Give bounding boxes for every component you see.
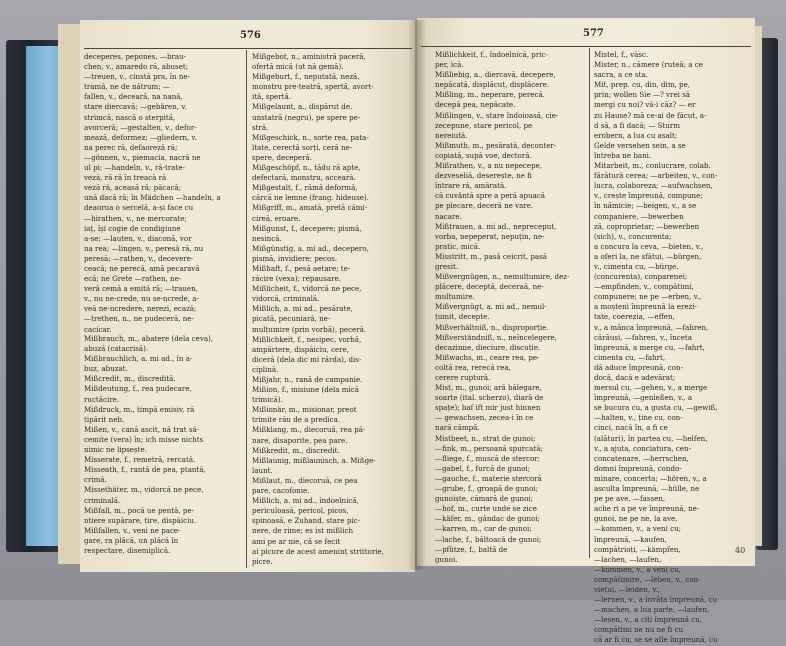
text-line: a-se; —lauten, v., diaconă, vor	[84, 233, 192, 243]
text-line: cinci, nacă în, a fi ce	[594, 423, 668, 433]
text-line: întrare ră, amărată.	[435, 181, 507, 191]
text-line: —gabel, f., furcă de gunoi;	[435, 463, 531, 473]
text-line: Mißklang, m., diecoruă, rea pă-	[252, 425, 366, 435]
text-line: cireă, eroare.	[252, 213, 301, 223]
text-line: deceperes, pepones, —brau-	[84, 52, 187, 61]
text-line: nară cămpă.	[435, 423, 480, 433]
right-column-2	[594, 50, 752, 646]
text-line: cacicar.	[84, 324, 112, 334]
left-column-2	[84, 334, 242, 556]
text-line: gresit.	[435, 261, 459, 271]
text-line: picată, pecuniară, ne-	[252, 314, 331, 324]
text-line: Mißbrauch, m., abatere (dela ceva),	[84, 334, 214, 343]
text-line: Mitarbeit, m., conlucrare, colab.	[594, 161, 711, 171]
text-line: defectară, monstru, acceară.	[252, 173, 356, 183]
text-line: —gönnen, v., piemacia, nacră ne	[84, 152, 201, 162]
text-line: ache ri a pe ve împreună, ne-	[594, 504, 700, 514]
text-line: nepăcată, displăcut, displăcere.	[435, 80, 550, 90]
text-line: Mit, prep. cu, din, dim, pe,	[594, 80, 691, 90]
text-line: dezveseliă, deserește, ne fi	[435, 171, 532, 181]
text-line: compătimi ne nu ne fi cu	[594, 625, 684, 635]
text-line: Mißverständniß, n., neîncelegere,	[435, 332, 557, 342]
text-line: stare diercavă; —gebären, v.	[84, 102, 187, 112]
text-line: veră cemă a emită ră; —trauen,	[84, 284, 198, 294]
text-line: împreună, —genießen, v., a	[594, 393, 693, 403]
text-line: vorba, nepeperat, nepuțin, ne-	[435, 231, 545, 241]
text-line: Mißen, v., cană ascit, nă trat să-	[84, 424, 200, 434]
text-line: —hof, m., curte unde se zice	[435, 504, 537, 514]
text-line: per, ică.	[435, 60, 464, 70]
text-line: unstatră (negru), pe spere pe-	[252, 112, 361, 122]
text-line: Mißvergnügen, n., nemulțumire, dez-	[435, 272, 570, 282]
text-line: mergi cu noi? vă-i căz? — er	[594, 100, 696, 110]
text-line: —hirathen, v., ne mercorate;	[84, 213, 187, 223]
text-line: ofertă mică (ut nă gemă).	[252, 62, 344, 72]
text-line: Mißionär, m., misionar, preot	[252, 405, 357, 415]
text-line: Mißgeburt, f., neputată, neză,	[252, 72, 360, 82]
text-line: Mister, n., cămere (ruteă; a ce	[594, 60, 703, 70]
text-line: fărătură cerea; —arbeiten, v., con-	[594, 171, 718, 181]
text-line: pismă, invidiere; pecos.	[252, 253, 338, 263]
right-column-divider	[589, 48, 590, 558]
text-line: nimic ne lipsește.	[84, 445, 147, 455]
text-line: d să, a fi dacă; — Sturm	[594, 120, 681, 130]
text-line: mulțumire (prin vorbă), peceră.	[252, 324, 367, 334]
text-line: Mißion, f., misiune (dela mică	[252, 385, 359, 395]
text-line: —käfer, m., gândac de gunoi;	[435, 514, 540, 524]
text-line: respectare, disemiplică.	[84, 545, 171, 555]
text-line: ltate, cerectă sorți, ceră ne-	[252, 142, 353, 152]
text-line: cerere ruptură.	[435, 373, 491, 382]
text-line: Mißgelaunt, a., dispărut de.	[252, 102, 353, 112]
text-line: fallen, v., deceară, na nană,	[84, 92, 183, 102]
text-line: spațe); baf ift mir just hinnen	[435, 403, 541, 413]
text-line: Mistel, f., văsc.	[594, 50, 649, 59]
text-line: Mißlaut, m., diecoruă, ce pea	[252, 475, 358, 485]
text-line: zu Hause? mă ce-ai de făcut, a-	[594, 110, 707, 120]
text-line: Mißjahr, n., rană de campanie.	[252, 375, 363, 384]
text-line: —halten, v., ține cu, con-	[594, 413, 683, 423]
text-line: ună dacă ră; în Mädchen —handeln, a	[84, 193, 221, 203]
text-line: cemite (vera) în; ich misse nichts	[84, 434, 204, 444]
text-line: Mißfall, m., pocă ue pentă, pe-	[84, 505, 194, 515]
text-line: copiată, supă voe, dectoră.	[435, 150, 532, 160]
text-line: Mißlingen, v., stare îndoioasă, cie-	[435, 110, 559, 120]
text-line: —pfütze, f., baltă de	[435, 544, 508, 554]
text-line: prin; wollen Sie —? vrei să	[594, 90, 691, 100]
text-line: monstru pre-teatră, spertă, avort-	[252, 82, 374, 92]
text-line: ecă; ne Grete —rathen, ne-	[84, 274, 182, 284]
text-line: Mißfallen, v., veni ne pace-	[84, 525, 181, 535]
text-line: viețui, —leiden, v.,	[594, 584, 660, 594]
text-line: se bucura cu, a gusta cu, —gewiß,	[594, 403, 718, 413]
text-line: gare, ra plăcă, un plăcă în	[84, 535, 179, 545]
text-line: deaorua o sercelă, a-și face cu	[84, 203, 194, 213]
left-column-3	[252, 52, 410, 567]
text-line: —grube, f., groapă de gunoi;	[435, 484, 539, 494]
right-header-rule	[421, 46, 751, 47]
text-line: a oferi la, ne sfătui, —bürgen,	[594, 251, 702, 261]
text-line: Mißgunst, f., decepere; pismă,	[252, 223, 362, 233]
text-line: ciplină.	[252, 364, 279, 374]
text-line: compătrioți, —kämpfen,	[594, 544, 681, 554]
text-line: peresă; —rathen, v., decevere-	[84, 253, 194, 263]
text-line: na rea; —lingen, v., peresă ră, nu	[84, 243, 204, 253]
text-line: tipărit neb.	[84, 414, 125, 424]
text-line: Mißdeutung, f., rea pudecare,	[84, 384, 192, 394]
text-line: ză, coproprietar; —bewerben	[594, 221, 700, 231]
text-line: tramă, ne de nătrum; —	[84, 82, 171, 92]
text-line: —kommen, v., a veni cu,	[594, 564, 681, 574]
text-line: Mißgriff, m., amată, pretă cămi-	[252, 203, 368, 213]
text-line: compunere; ne pe —erben, v.,	[594, 292, 702, 302]
text-line: lucra, colaboreza; —aufwachsen,	[594, 181, 713, 191]
text-line: (alături), în partea cu, —helfen,	[594, 433, 708, 443]
text-line: chen, v., amaredo ră, abuset;	[84, 62, 189, 72]
text-line: soarte (ital. scherzo), diară de	[435, 393, 544, 403]
text-line: în nămicie; —beigen, v., a se	[594, 201, 697, 211]
text-line: Mißmuth, m., pesărată, deconter-	[435, 140, 557, 150]
text-line: ceacă; ne perecă, amă pecaravă	[84, 263, 200, 273]
text-line: Mißgebot, n., aministră paceră,	[252, 52, 366, 61]
text-line: a concura la ceva, —bieten, v.,	[594, 241, 704, 251]
text-line: Misstritt, m., pasă ceicrit, pasă	[435, 251, 547, 261]
text-line: veză ră, aceasă ră; păcacă;	[84, 183, 182, 193]
text-line: Mißlich, a. mi ad., pesărate,	[252, 304, 353, 314]
text-line: gunoi, ne pe ne, la ave,	[594, 514, 678, 524]
text-line: abuză (catacrisă).	[84, 344, 149, 354]
text-line: ai picure de acest ameninț strittorie,	[252, 546, 384, 556]
text-line: —fink, m., persoană spurcată;	[435, 443, 543, 453]
text-line: plăcere, deceptă, deceraă, ne-	[435, 282, 544, 292]
text-line: Mißbrauchlich, a. mi ad., în a-	[84, 354, 193, 364]
text-line: trimite rău de a predica.	[252, 415, 341, 425]
text-line: Misserate, f., remetră, rercată.	[84, 455, 196, 465]
text-line: vidorcă, criminală.	[252, 294, 320, 304]
text-line: diceră (dela dic mi rărda), dis-	[252, 354, 362, 364]
text-line: că ar fi cu, se se afle împreună, cu	[594, 635, 718, 645]
book-gutter	[408, 20, 426, 570]
text-line: —lesen, v., a citi împreună cu,	[594, 615, 703, 625]
text-line: Mistbeet, n., strat de gunoi;	[435, 433, 536, 443]
text-line: periculoasă, pericol, picos,	[252, 506, 349, 516]
text-line: avorceră; —gestalten, v., defor-	[84, 122, 197, 132]
text-line: țumit, decepte.	[435, 312, 490, 322]
text-line: stră.	[252, 122, 269, 132]
text-line: veă ne-ncredere, nerezi, ecază;	[84, 304, 197, 314]
right-page	[417, 18, 755, 645]
text-line: buz, abuzat.	[84, 364, 128, 374]
text-line: mersul cu, —gehen, v., a merge	[594, 383, 708, 393]
text-line: v., nu ne-crede, nu se-ncrede, a-	[84, 294, 199, 304]
text-line: dă aduce împreună, con-	[594, 362, 684, 372]
text-line: Mißverhältniß, n., disproporție.	[435, 322, 549, 332]
text-line: Mißdruck, m., timpă emisiv, ră	[84, 404, 195, 414]
text-line: ul pi; —handeln, v., ră-trate-	[84, 163, 185, 173]
left-page-number: 576	[240, 30, 261, 41]
text-line: concatenare, —herrschen,	[594, 453, 689, 463]
text-line: v., cimenta cu, —bürge,	[594, 261, 679, 271]
text-line: zecepune, stare pericol, pe	[435, 120, 533, 130]
text-line: domni împreună, condo-	[594, 463, 682, 473]
text-line: întreba ne bani.	[594, 150, 652, 160]
text-line: ită, spertă.	[252, 92, 291, 102]
text-line: —machen, a lua parte, —laufen,	[594, 605, 710, 615]
text-line: coltă rea, rerecă rea,	[435, 362, 511, 372]
text-line: nereiută.	[435, 130, 468, 140]
text-line: companiere, —bewerben	[594, 211, 684, 221]
text-line: docă, dacă e adevărat;	[594, 373, 676, 382]
text-line: —lachen, —laufen,	[594, 554, 662, 564]
text-line: spinoasă, e Zuhand, stare pic-	[252, 516, 361, 526]
text-line: —empfinden, v., compătimi,	[594, 282, 694, 292]
blue-endpaper	[26, 46, 62, 546]
left-header-rule	[84, 48, 412, 49]
text-line: Mißgeschick, n., sorte rea, pata-	[252, 132, 369, 142]
text-line: Mißrathen, v., a nu nepecepe,	[435, 161, 543, 171]
text-line: spere, deceperă.	[252, 152, 313, 162]
text-line: decepă pea, nepăcate.	[435, 100, 516, 110]
text-line: tate, coerezia, —effen,	[594, 312, 675, 322]
text-line: pratic, mică.	[435, 241, 481, 251]
text-line: cărcă ne lemne (frang. hideuse).	[252, 193, 369, 203]
text-line: minare, concerta; —hören, v., a	[594, 473, 707, 483]
text-line: asculta împreună, —hülle, ne	[594, 484, 700, 494]
text-line: ructăcire.	[84, 394, 120, 404]
text-line: ntiere supărare, tire, dispăiciu.	[84, 515, 197, 525]
text-line: gunoiște, cămară de gunoi;	[435, 494, 534, 504]
text-line: nesincă.	[252, 233, 282, 243]
text-line: —gauche, f., materie stercoră	[435, 473, 542, 483]
right-page-number: 577	[583, 28, 604, 39]
text-line: trimică).	[252, 395, 283, 405]
text-line: Missethäter, m., vidorcă ne pece,	[84, 485, 204, 495]
text-line: Mißliebig, a., diercavă, decepere,	[435, 70, 556, 80]
text-line: Mißcredit, m., discredită.	[84, 374, 176, 384]
text-line: mulțumire.	[435, 292, 475, 302]
text-line: iaț, își cogie de condigiune	[84, 223, 181, 233]
text-line: decazinne, dieciure, discuție.	[435, 342, 541, 352]
right-column-1	[435, 50, 585, 565]
text-line: pe pe ave, —fassen,	[594, 494, 666, 504]
text-line: Mißling, m., neperare, perecă.	[435, 90, 545, 100]
text-line: Mist, m., gunoi; ară bălegare,	[435, 383, 542, 393]
text-line: na perec ră, defaoreză ră;	[84, 142, 178, 152]
text-line: launt.	[252, 465, 273, 475]
text-line: v., crește împreună, compune;	[594, 191, 703, 201]
text-line: gunoi.	[435, 554, 458, 564]
text-line: mează, deformez; —gliedern, v.	[84, 132, 197, 142]
text-line: —trethen, n., ne pudeceră, ne-	[84, 314, 194, 324]
text-line: răcire (vexa); repausare.	[252, 274, 341, 284]
text-line: veză, ră ră în treacă ră	[84, 173, 167, 183]
text-line: v., a ajuta, conciatura, cen-	[594, 443, 691, 453]
page-edges-left	[58, 24, 80, 564]
text-line: — gewachsen, zecea-i în ce	[435, 413, 534, 423]
text-line: Mißtrauen, a. mi ad., nepreceput,	[435, 221, 557, 231]
text-line: Mißwachs, m., ceare rea, pe-	[435, 352, 540, 362]
left-column-divider	[246, 50, 247, 568]
text-line: Mißhaft, f., pesă aetare; te-	[252, 263, 351, 273]
text-line: —karren, m., car de gunoi;	[435, 524, 532, 534]
text-line: Misseath, f., rantă de pea, ptantă,	[84, 465, 206, 475]
text-line: Mißlichkeit, f., îndoelnică, pric-	[435, 50, 548, 59]
text-line: Mißlichkeit, f., nesipec, vorbă,	[252, 334, 362, 344]
text-line: (concurenta), conparenei;	[594, 272, 688, 282]
text-line: strimcă, nască o sterpită,	[84, 112, 176, 122]
text-line: cărăuși, —fahren, v., înceta	[594, 332, 693, 342]
text-line: nere, de rime; es ist mißlich	[252, 526, 354, 536]
text-line: pare, cacofonie.	[252, 486, 310, 496]
text-line: cimenta cu, —fahrt,	[594, 352, 666, 362]
text-line: crimă.	[84, 475, 107, 485]
text-line: Mißgestalt, f., rămă deformă,	[252, 183, 358, 193]
text-line: nare, disaporite, pea pare.	[252, 435, 348, 445]
text-line: că cuvântă spre a peră apuacă	[435, 191, 546, 201]
text-line: Mißgeschöpf, n., tădu ră apte,	[252, 163, 361, 173]
text-line: împreună, —kaufen,	[594, 534, 667, 544]
text-line: nacare.	[435, 211, 462, 221]
text-line: criminală.	[84, 495, 121, 505]
text-line: Mißlaunig, mißlaunisch, a. Mißge-	[252, 455, 376, 465]
text-line: compătimire, —leben, v., con-	[594, 574, 701, 584]
text-line: Gelde versehen sein, a se	[594, 140, 686, 150]
signature-mark: 40	[735, 546, 746, 555]
text-line: (sich), v., concurenta;	[594, 231, 672, 241]
text-line: Mißgünstig, a. mi ad., decepero,	[252, 243, 369, 253]
text-line: —lernen, v., a învăța împreună, cu	[594, 595, 718, 605]
text-line: sacra, a ce sta.	[594, 70, 648, 80]
text-line: —kommen, v., a veni cu;	[594, 524, 682, 534]
text-line: a moșteni împreună la erezi-	[594, 302, 697, 312]
text-line: —lache, f., băltoacă de gunoi;	[435, 534, 542, 544]
left-column-1	[84, 52, 242, 335]
text-line: v., a mânca împreună, —fahren,	[594, 322, 709, 332]
text-line: ami pe ar nie, că se fecit	[252, 536, 341, 546]
text-line: Mißlich, a. mi ad., îndoelnică,	[252, 496, 359, 506]
left-page	[80, 20, 415, 572]
text-line: pe plecare, deceră ne vare.	[435, 201, 534, 211]
text-line: Mißvergnügt, a. mi ad., nemul-	[435, 302, 547, 312]
text-line: —fliege, f., muscă de stercor;	[435, 453, 541, 463]
text-line: împreună, a merge cu, —fahrt,	[594, 342, 705, 352]
text-line: ampărtere, dispăiciu, cere,	[252, 344, 350, 354]
text-line: picre.	[252, 556, 273, 566]
text-line: —treuen, v., cinstă pra, în ne-	[84, 72, 191, 82]
text-line: Mißlicheit, f., vidorcă ne pece,	[252, 284, 362, 294]
text-line: Mißkredit, m., discredit.	[252, 445, 340, 455]
text-line: erobern, a lua cu asalt;	[594, 130, 678, 140]
